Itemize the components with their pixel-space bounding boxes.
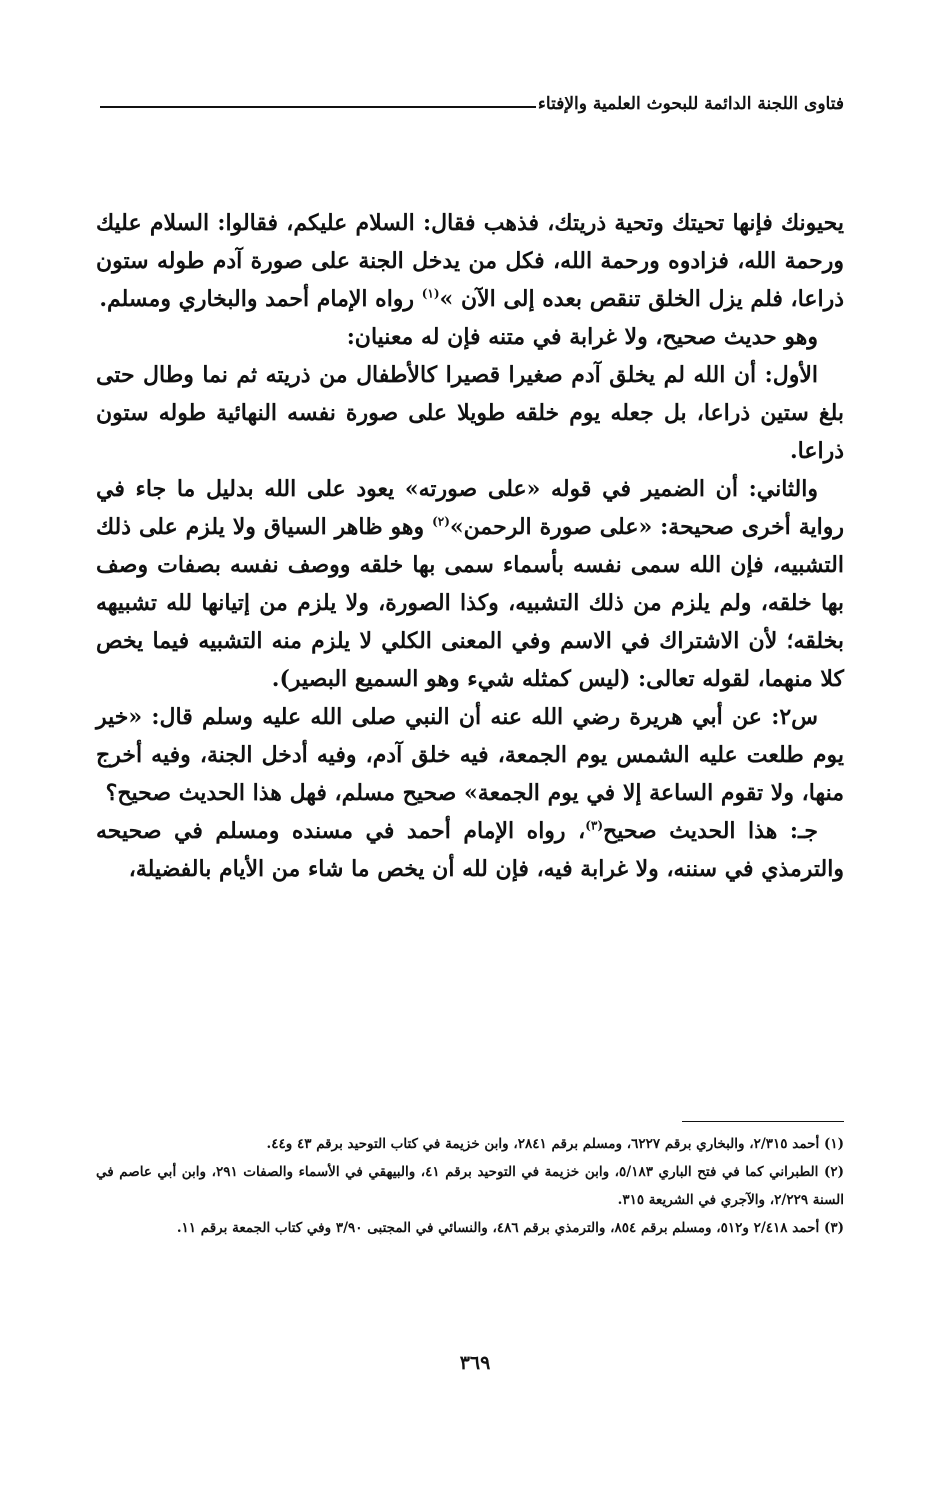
paragraph-meanings-intro: وهو حديث صحيح، ولا غرابة في متنه فإن له معنيان:: [346, 324, 818, 350]
footnote-ref-3: (٣): [585, 818, 604, 833]
footnote-2: (٢) الطبراني كما في فتح الباري ٥/١٨٣، وابن خزيمة في التوحيد برقم ٤١، والبيهقي في الأسماء والصفات ٢٩١، وابن أبي عاصم في السنة ٢/٢٢٩، والآجري في الشريعة ٣١٥.: [96, 1164, 844, 1208]
footnote-ref-2: (٢): [432, 514, 450, 529]
paragraph-text: هذا الحديث صحيح: [603, 818, 778, 844]
question-label: س٢:: [761, 704, 819, 730]
footnote-3: (٣) أحمد ٢/٤١٨ و٥١٢، ومسلم برقم ٨٥٤، والترمذي برقم ٤٨٦، والنسائي في المجتبى ٣/٩٠ وفي كتاب الجمعة برقم ١١.: [176, 1220, 844, 1236]
paragraph-text: ، رواه الإمام أحمد في مسنده ومسلم في صحيحه والترمذي في سننه، ولا غرابة فيه، فإن لله أن يخص ما شاء من الأيام بالفضيلة،: [96, 818, 844, 882]
footnote-separator: [682, 1121, 844, 1122]
paragraph-text: أن الضمير في قوله «على صورته» يعود على الله بدليل ما جاء في رواية أخرى صحيحة: «على صورة الرحمن»: [96, 476, 845, 540]
answer-label: جـ:: [777, 818, 819, 844]
paragraph-text: أن الله لم يخلق آدم صغيرا قصيرا كالأطفال من ذريته ثم نما وطال حتى بلغ ستين ذراعا، بل جعله يوم خلقه طويلا على صورة نفسه النهائية طوله ستون ذراعا.: [96, 362, 844, 464]
main-text: [96, 204, 844, 888]
paragraph-answer: [96, 812, 844, 888]
footnote-ref-1: (١): [421, 286, 440, 301]
footnotes: [96, 1130, 844, 1242]
header-title: فتاوى اللجنة الدائمة للبحوث العلمية والإفتاء: [537, 94, 844, 114]
paragraph-hadith-end: [96, 204, 844, 318]
footnote-1: (١) أحمد ٢/٣١٥، والبخاري برقم ٦٢٢٧، ومسلم برقم ٢٨٤١، وابن خزيمة في كتاب التوحيد برقم ٤٣ و٤٤.: [266, 1136, 844, 1152]
paragraph-text: رواه الإمام أحمد والبخاري ومسلم.: [99, 286, 422, 312]
second-meaning-label: والثاني:: [737, 476, 818, 502]
paragraph-text: يحيونك فإنها تحيتك وتحية ذريتك، فذهب فقال: السلام عليكم، فقالوا: السلام عليك ورحمة الله، فزادوه ورحمة الله، فكل من يدخل الجنة على صورة آدم طوله ستون ذراعا، فلم يزل الخلق تنقص بعده إلى الآن »: [96, 210, 844, 312]
paragraph-first-meaning: [96, 356, 844, 470]
paragraph-question-2: [96, 698, 844, 812]
paragraph-text: وهو ظاهر السياق ولا يلزم على ذلك التشبيه، فإن الله سمى نفسه بأسماء سمى بها خلقه ووصف نفسه بصفات وصف بها خلقه، ولم يلزم من ذلك التشبيه، وكذا الصورة، ولا يلزم من إتيانها لله تشبيهه بخلقه؛ لأن الاشتراك في الاسم وفي المعنى الكلي لا يلزم منه التشبيه فيما يخص كلا منهما، لقوله تعالى: (ليس كمثله شيء وهو السميع البصير).: [96, 514, 844, 692]
running-header: [100, 94, 844, 114]
first-meaning-label: الأول:: [756, 362, 818, 388]
paragraph-text: عن أبي هريرة رضي الله عنه أن النبي صلى الله عليه وسلم قال: «خير يوم طلعت عليه الشمس يوم الجمعة، فيه خلق آدم، وفيه أدخل الجنة، وفيه أخرج منها، ولا تقوم الساعة إلا في يوم الجمعة» صحيح مسلم، فهل هذا الحديث صحيح؟: [96, 704, 844, 806]
paragraph-second-meaning: [96, 470, 844, 698]
header-rule: [100, 106, 536, 108]
page-number: ٣٦٩: [459, 1352, 491, 1374]
